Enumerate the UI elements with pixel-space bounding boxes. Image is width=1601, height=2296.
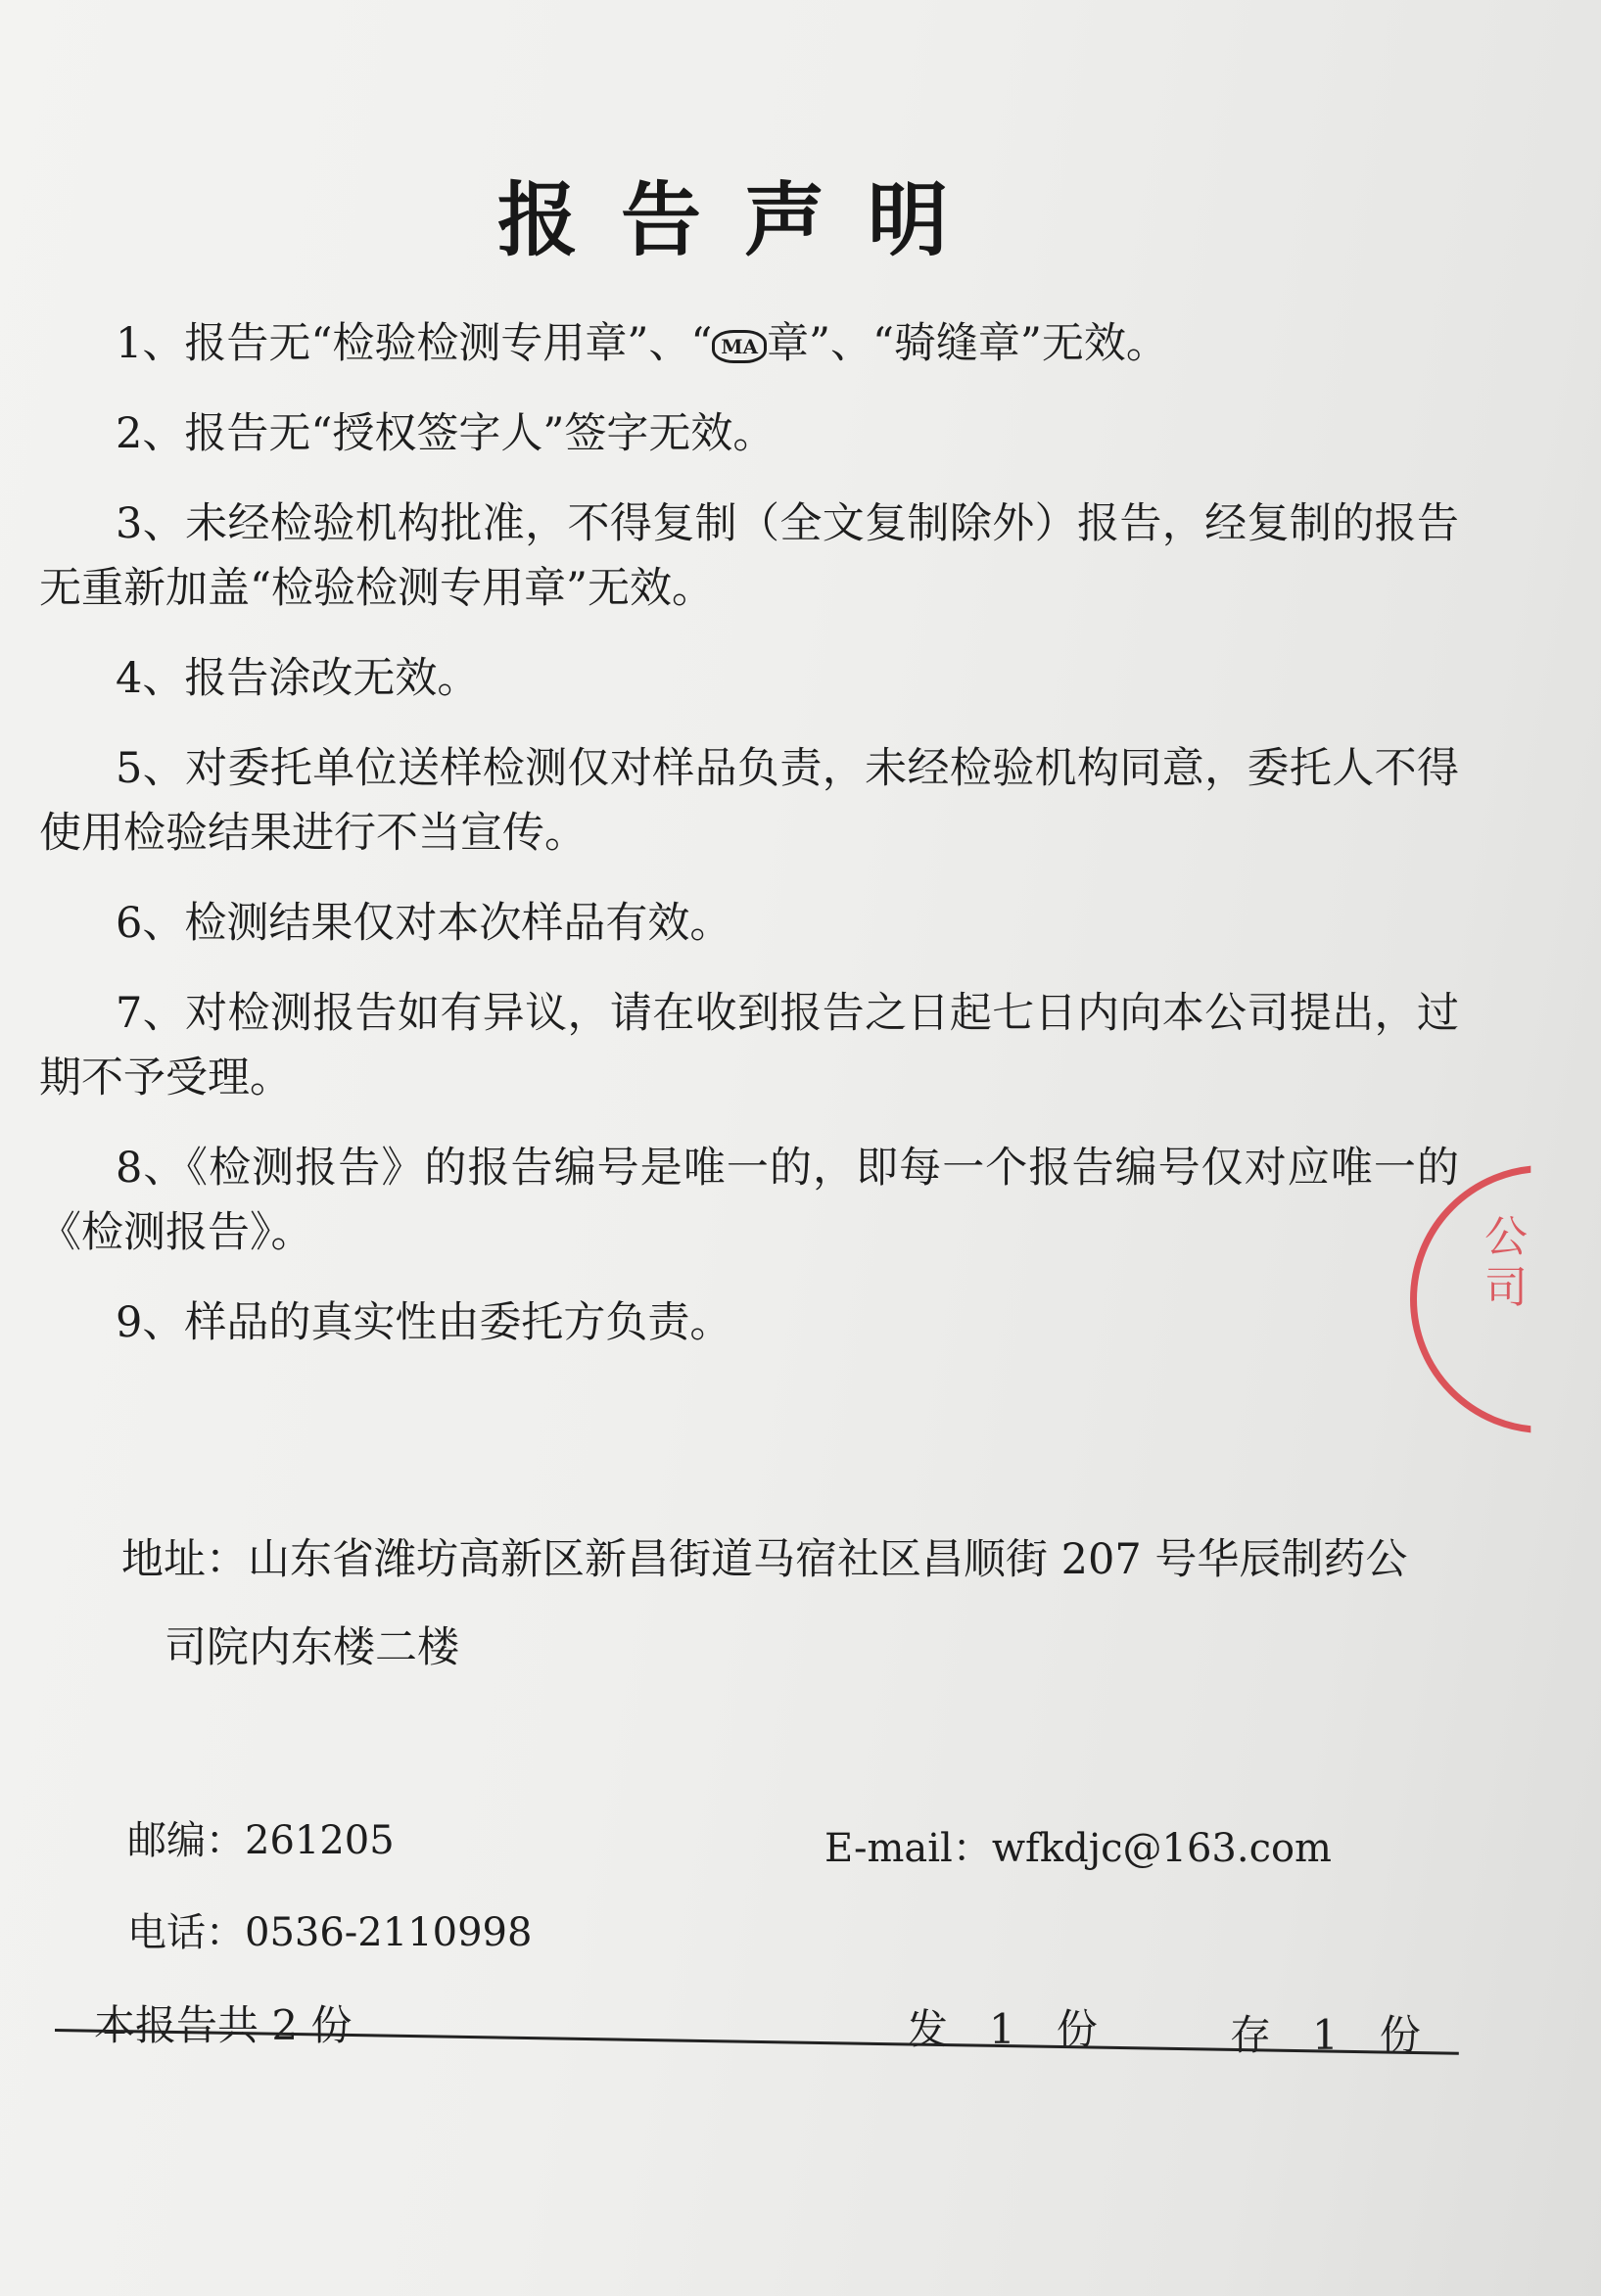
clause-3: 3、未经检验机构批准，不得复制（全文复制除外）报告，经复制的报告无重新加盖“检验检测专用章”无效。 <box>39 499 1459 613</box>
email-address: E-mail：wfkdjc@163.com <box>824 1826 1332 1871</box>
copies-total: 本报告共 2 份 <box>94 2001 353 2049</box>
copies-footer <box>55 1993 1457 2059</box>
address-line-1: 地址：山东省潍坊高新区新昌街道马宿社区昌顺街 207 号华辰制药公 <box>121 1535 1408 1584</box>
clause-9: 9、样品的真实性由委托方负责。 <box>116 1298 732 1347</box>
phone-number: 电话：0536-2110998 <box>127 1910 533 1955</box>
address-line-2: 司院内东楼二楼 <box>165 1623 459 1672</box>
clause-6: 6、检测结果仅对本次样品有效。 <box>116 899 732 948</box>
clause-2: 2、报告无“授权签字人”签字无效。 <box>116 409 776 458</box>
document-title: 报告声明 <box>496 173 991 267</box>
clause-list <box>39 311 1459 1381</box>
clause-7: 7、对检测报告如有异议，请在收到报告之日起七日内向本公司提出，过期不予受理。 <box>39 989 1459 1102</box>
clause-8: 8、《检测报告》的报告编号是唯一的，即每一个报告编号仅对应唯一的《检测报告》。 <box>39 1144 1459 1257</box>
copies-sent: 发 1 份 <box>907 2005 1098 2053</box>
postcode: 邮编：261205 <box>127 1818 395 1863</box>
clause-5: 5、对委托单位送样检测仅对样品负责，未经检验机构同意，委托人不得使用检验结果进行不当宣传。 <box>39 744 1459 858</box>
seal-text-fragment: 公司 <box>1484 1212 1528 1313</box>
ma-certification-mark: MA <box>712 330 767 363</box>
clause-4: 4、报告涂改无效。 <box>116 654 480 703</box>
clause-1-text-end: 章”、“骑缝章”无效。 <box>766 319 1168 368</box>
clause-1 <box>39 311 1459 376</box>
address-block <box>121 1516 1473 1692</box>
copies-kept: 存 1 份 <box>1230 2011 1421 2059</box>
clause-1-text-start: 1、报告无“检验检测专用章”、“ <box>116 319 713 368</box>
